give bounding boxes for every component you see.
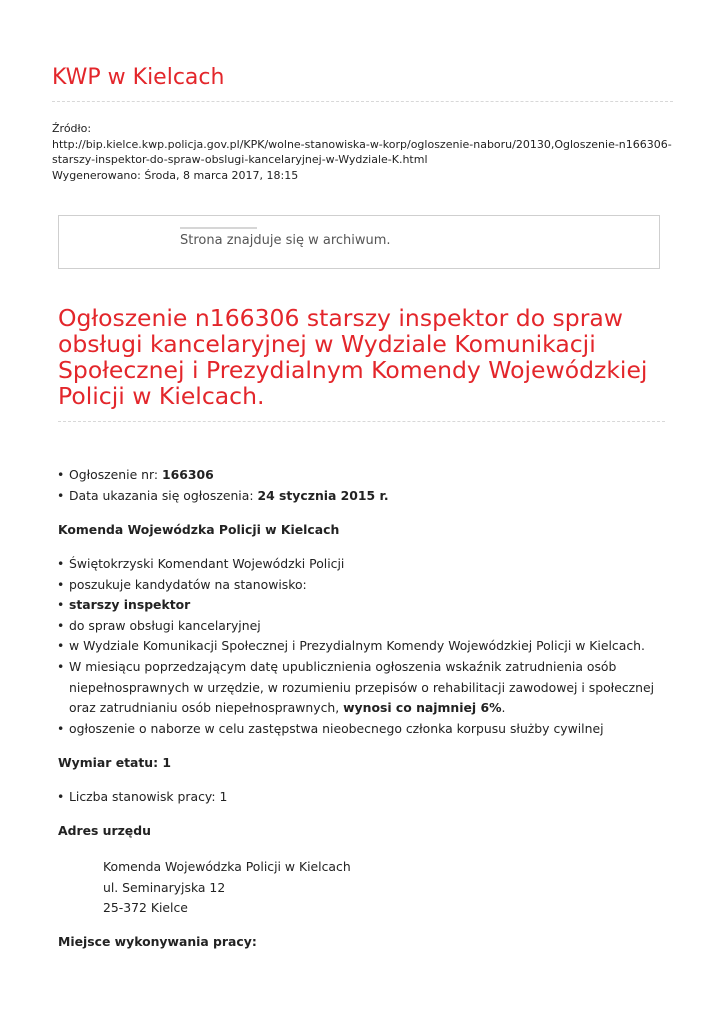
list-item: • Świętokrzyski Komendant Wojewódzki Policji xyxy=(57,554,682,575)
list-item: • poszukuje kandydatów na stanowisko: xyxy=(57,575,682,596)
number-label: Ogłoszenie nr: xyxy=(69,467,163,482)
address-line: ul. Seminaryjska 12 xyxy=(103,879,226,895)
document-meta xyxy=(52,121,677,183)
source-label: Źródło: xyxy=(52,122,92,135)
list-item: • Liczba stanowisk pracy: 1 xyxy=(57,787,682,808)
workload-heading: Wymiar etatu: 1 xyxy=(58,755,172,770)
list-item: • do spraw obsługi kancelaryjnej xyxy=(57,616,682,637)
date-label: Data ukazania się ogłoszenia: xyxy=(69,487,258,503)
positions-list xyxy=(57,787,682,808)
list-item: • ogłoszenie o naborze w celu zastępstwa nieobecnego członka korpusu służby cywilnej xyxy=(57,719,682,740)
details-list xyxy=(57,554,682,739)
address-line: Komenda Wojewódzka Policji w Kielcach xyxy=(103,859,351,874)
archive-notice xyxy=(58,215,660,269)
office-address xyxy=(103,857,351,919)
date-value: 24 stycznia 2015 r. xyxy=(257,487,389,503)
list-item xyxy=(57,657,682,719)
archive-divider xyxy=(180,227,257,229)
source-url[interactable]: http://bip.kielce.kwp.policja.gov.pl/KPK/wolne-stanowiska-w-korp/ogloszenie-naboru/20130,Ogloszenie-n166306-starszy-inspektor-do-spraw-obslugi-kancelaryjnej-w-Wydziale-K.html xyxy=(52,137,672,166)
site-title[interactable]: KWP w Kielcach xyxy=(52,65,225,90)
disability-text: W miesiącu poprzedzającym datę upublicznienia ogłoszenia wskaźnik zatrudnienia osób niepełnosprawnych w urzędzie, w rozumieniu przepisów o rehabilitacji zawodowej i społecznej oraz zatrudnianiu osób niepełnosprawnych, xyxy=(69,658,655,716)
address-line: 25-372 Kielce xyxy=(103,900,188,916)
disability-rate: wynosi co najmniej 6% xyxy=(343,700,502,716)
office-heading: Komenda Wojewódzka Policji w Kielcach xyxy=(58,522,340,537)
list-item: • w Wydziale Komunikacji Społecznej i Prezydialnym Komendy Wojewódzkiej Policji w Kielcach. xyxy=(57,636,682,657)
announcement-info-list xyxy=(57,465,682,506)
archive-text: Strona znajduje się w archiwum. xyxy=(180,233,391,248)
list-item xyxy=(57,486,682,507)
page-title: Ogłoszenie n166306 starszy inspektor do spraw obsługi kancelaryjnej w Wydziale Komunikacji Społecznej i Prezydialnym Komendy Wojewódzkiej Policji w Kielcach. xyxy=(58,304,648,410)
list-item xyxy=(57,465,682,486)
generated-date: Wygenerowano: Środa, 8 marca 2017, 18:15 xyxy=(52,168,299,182)
address-heading: Adres urzędu xyxy=(58,823,151,838)
disability-end: . xyxy=(501,700,506,716)
position-name: starszy inspektor xyxy=(69,597,191,613)
workplace-heading: Miejsce wykonywania pracy: xyxy=(58,934,257,949)
divider xyxy=(52,101,673,102)
divider xyxy=(58,421,665,422)
list-item xyxy=(57,595,682,616)
number-value: 166306 xyxy=(162,467,214,482)
